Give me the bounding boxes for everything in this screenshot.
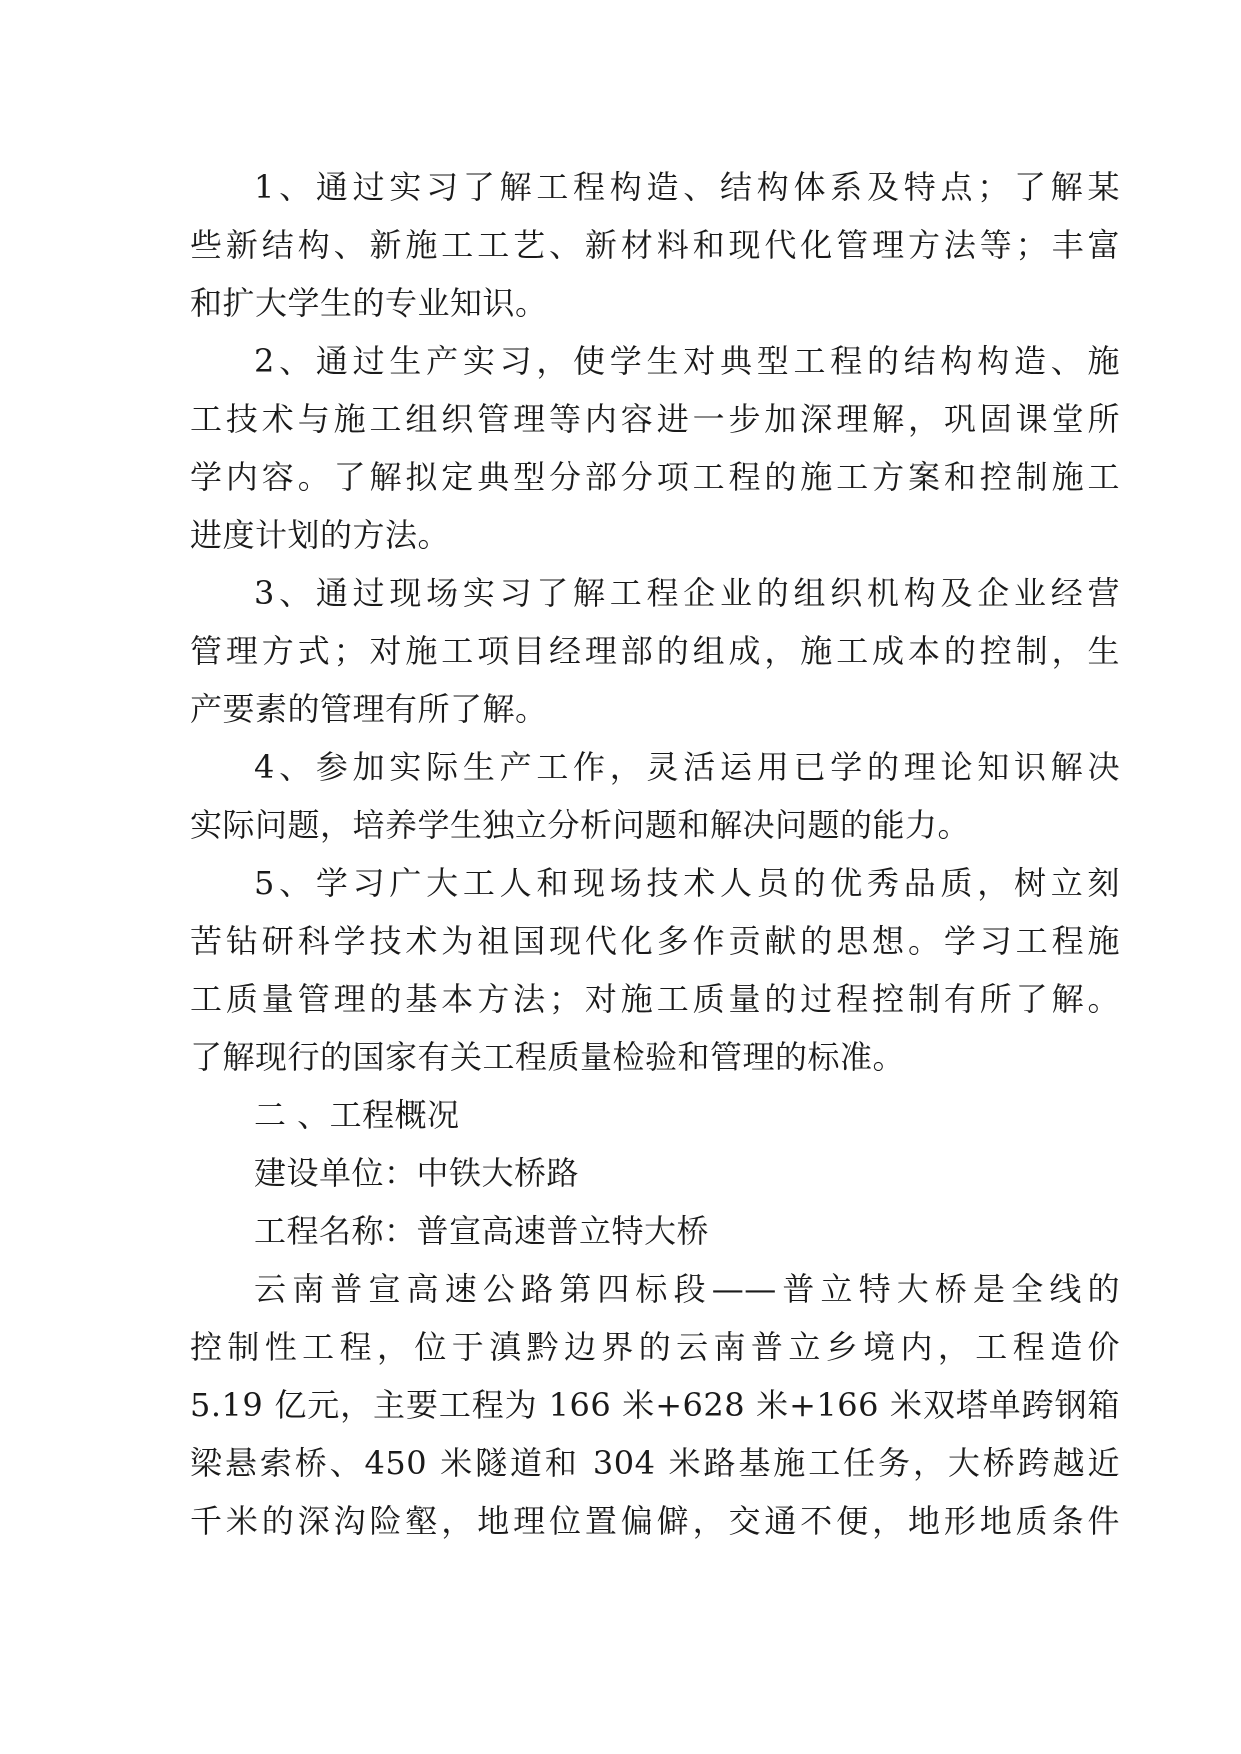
text-line: 千米的深沟险壑，地理位置偏僻，交通不便，地形地质条件 bbox=[190, 1502, 1120, 1540]
text-line: 了解现行的国家有关工程质量检验和管理的标准。 bbox=[190, 1038, 906, 1076]
text-line: 控制性工程，位于滇黔边界的云南普立乡境内，工程造价 bbox=[190, 1328, 1120, 1366]
section-heading: 二 、工程概况 bbox=[254, 1096, 460, 1134]
text-line: 建设单位：中铁大桥路 bbox=[254, 1154, 580, 1192]
text-line: 实际问题，培养学生独立分析问题和解决问题的能力。 bbox=[190, 806, 971, 844]
text-line: 苦钻研科学技术为祖国现代化多作贡献的思想。学习工程施 bbox=[190, 922, 1120, 960]
text-line: 和扩大学生的专业知识。 bbox=[190, 284, 548, 322]
text-line: 3、通过现场实习了解工程企业的组织机构及企业经营 bbox=[254, 574, 1120, 612]
text-line: 工质量管理的基本方法；对施工质量的过程控制有所了解。 bbox=[190, 980, 1120, 1018]
text-line: 云南普宣高速公路第四标段——普立特大桥是全线的 bbox=[254, 1270, 1120, 1308]
text-line: 5、学习广大工人和现场技术人员的优秀品质，树立刻 bbox=[254, 864, 1120, 902]
text-line: 2、通过生产实习，使学生对典型工程的结构构造、施 bbox=[254, 342, 1120, 380]
text-line: 梁悬索桥、450 米隧道和 304 米路基施工任务，大桥跨越近 bbox=[190, 1444, 1120, 1482]
text-line: 1、通过实习了解工程构造、结构体系及特点；了解某 bbox=[254, 168, 1120, 206]
text-line: 学内容。了解拟定典型分部分项工程的施工方案和控制施工 bbox=[190, 458, 1120, 496]
text-line: 些新结构、新施工工艺、新材料和现代化管理方法等；丰富 bbox=[190, 226, 1120, 264]
text-line: 工技术与施工组织管理等内容进一步加深理解，巩固课堂所 bbox=[190, 400, 1120, 438]
text-line: 管理方式；对施工项目经理部的组成，施工成本的控制，生 bbox=[190, 632, 1120, 670]
text-line: 4、参加实际生产工作，灵活运用已学的理论知识解决 bbox=[254, 748, 1120, 786]
text-line: 工程名称：普宣高速普立特大桥 bbox=[254, 1212, 710, 1250]
text-line: 5.19 亿元，主要工程为 166 米+628 米+166 米双塔单跨钢箱 bbox=[190, 1386, 1120, 1424]
text-line: 产要素的管理有所了解。 bbox=[190, 690, 548, 728]
text-line: 进度计划的方法。 bbox=[190, 516, 451, 554]
